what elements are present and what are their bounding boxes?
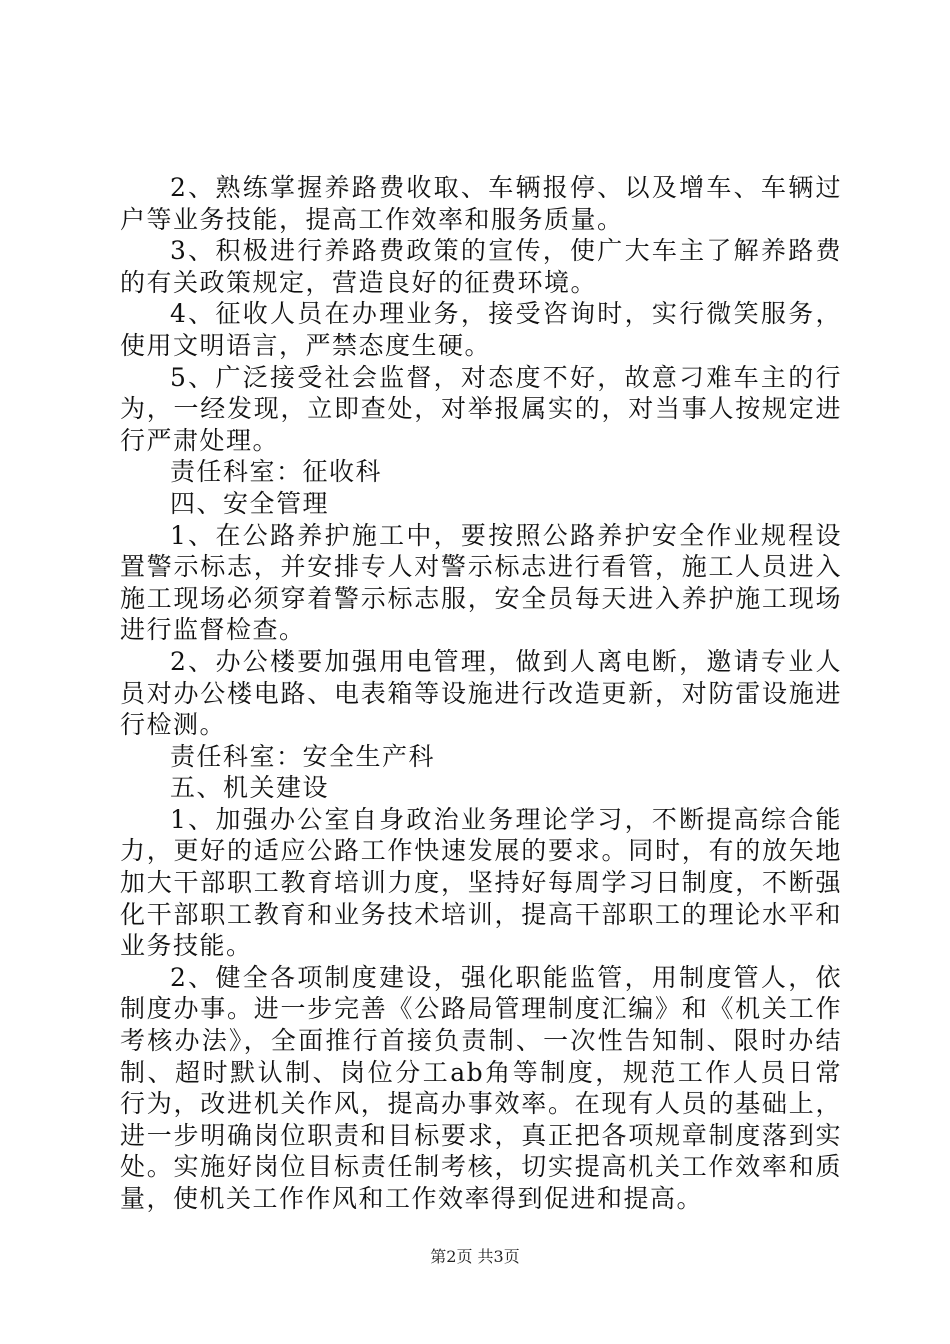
section-heading-organization: 五、机关建设 xyxy=(170,773,330,803)
document-body xyxy=(120,172,842,1215)
responsible-dept-collection: 责任科室：征收科 xyxy=(170,457,383,487)
section-heading-safety: 四、安全管理 xyxy=(170,488,330,518)
paragraph-road-safety: 1、在公路养护施工中，要按照公路养护安全作业规程设置警示标志，并安排专人对警示标志进行看管，施工人员进入施工现场必须穿着警示标志服，安全员每天进入养护施工现场进行监督检查。 xyxy=(120,520,842,645)
paragraph-fee-skills: 2、熟练掌握养路费收取、车辆报停、以及增车、车辆过户等业务技能，提高工作效率和服务质量。 xyxy=(120,173,842,234)
paragraph-fee-policy: 3、积极进行养路费政策的宣传，使广大车主了解养路费的有关政策规定，营造良好的征费环境。 xyxy=(120,236,842,297)
paragraph-study: 1、加强办公室自身政治业务理论学习，不断提高综合能力，更好的适应公路工作快速发展的要求。同时，有的放矢地加大干部职工教育培训力度，坚持好每周学习日制度，不断强化干部职工教育和业务技术培训，提高干部职工的理论水平和业务技能。 xyxy=(120,804,842,961)
paragraph-power-safety: 2、办公楼要加强用电管理，做到人离电断，邀请专业人员对办公楼电路、电表箱等设施进行改造更新，对防雷设施进行检测。 xyxy=(120,646,842,740)
paragraph-smile-service: 4、征收人员在办理业务，接受咨询时，实行微笑服务，使用文明语言，严禁态度生硬。 xyxy=(120,299,842,360)
paragraph-supervision: 5、广泛接受社会监督，对态度不好，故意刁难车主的行为，一经发现，立即查处，对举报属实的，对当事人按规定进行严肃处理。 xyxy=(120,362,842,455)
paragraph-system-building: 2、健全各项制度建设，强化职能监管，用制度管人，依制度办事。进一步完善《公路局管理制度汇编》和《机关工作考核办法》，全面推行首接负责制、一次性告知制、限时办结制、超时默认制、岗位分工ab角等制度，规范工作人员日常行为，改进机关作风，提高办事效率。在现有人员的基础上，进一步明确岗位职责和目标要求，真正把各项规章制度落到实处。实施好岗位目标责任制考核，切实提高机关工作效率和质量，使机关工作作风和工作效率得到促进和提高。 xyxy=(120,962,842,1213)
page-number-footer: 第2页 共3页 xyxy=(430,1247,520,1266)
responsible-dept-safety: 责任科室：安全生产科 xyxy=(170,741,436,771)
